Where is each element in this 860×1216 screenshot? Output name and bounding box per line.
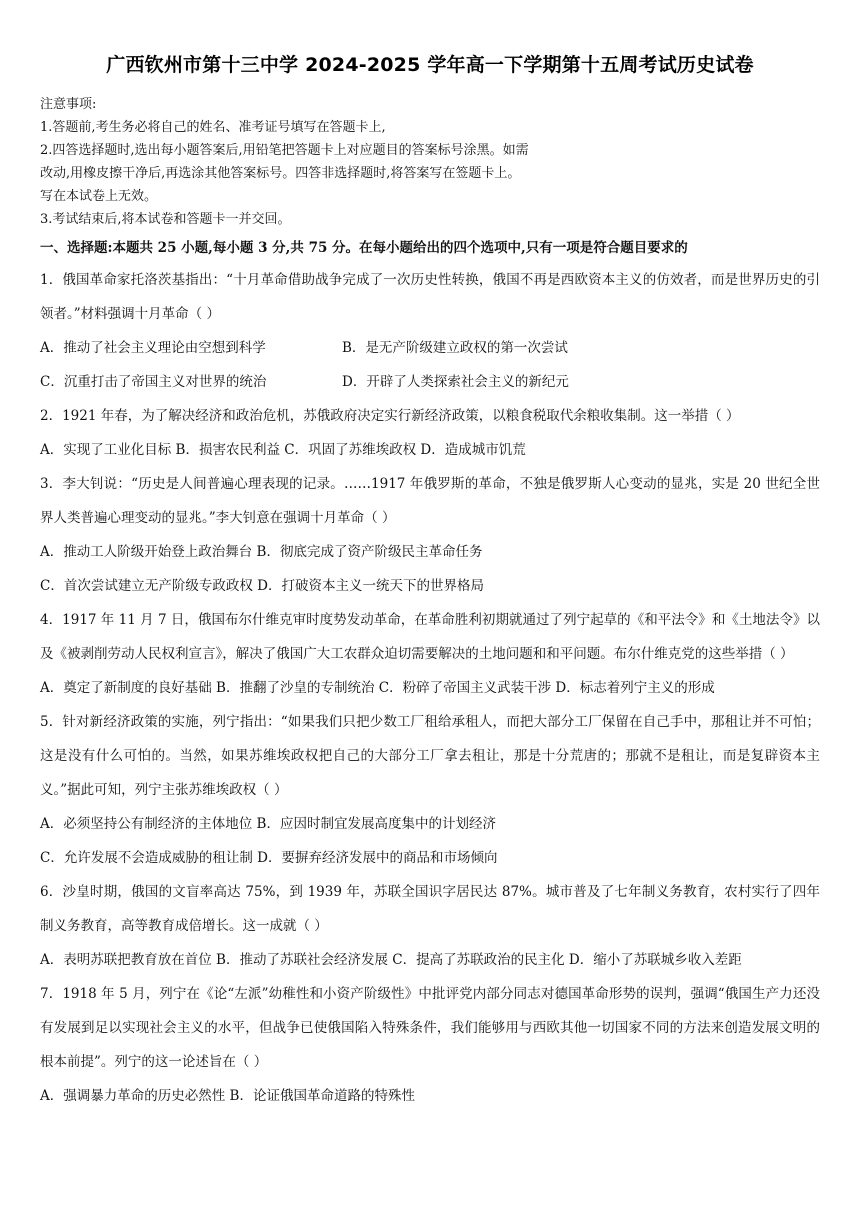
option-line: C．允许发展不会造成威胁的租让制 D．要摒弃经济发展中的商品和市场倾向 — [40, 850, 498, 866]
notice-line: 1.答题前,考生务必将自己的姓名、准考证号填写在答题卡上, — [40, 120, 386, 135]
option-line: A．表明苏联把教育放在首位 B．推动了苏联社会经济发展 C．提高了苏联政治的民主化 D．缩小了苏联城乡收入差距 — [40, 952, 742, 968]
option-line: A．推动工人阶级开始登上政治舞台 B．彻底完成了资产阶级民主革命任务 — [40, 544, 483, 560]
option-d: D．开辟了人类探索社会主义的新纪元 — [342, 374, 569, 390]
option-line: A．强调暴力革命的历史必然性 B．论证俄国革命道路的特殊性 — [40, 1088, 415, 1104]
notice-line: 2.四答选择题时,选出每小题答案后,用铅笔把答题卡上对应题目的答案标号涂黑。如需 — [40, 143, 529, 158]
notice-block — [40, 93, 820, 231]
question-stem: 6．沙皇时期，俄国的文盲率高达 75%，到 1939 年，苏联全国识字居民达 87%。城市普及了七年制义务教育，农村实行了四年制义务教育，高等教育成倍增长。这一成就（ ） — [40, 884, 820, 934]
question-7 — [40, 977, 820, 1113]
notice-line: 3.考试结束后,将本试卷和答题卡一并交回。 — [40, 212, 291, 227]
question-5 — [40, 705, 820, 875]
option-line: A．必须坚持公有制经济的主体地位 B．应因时制宜发展高度集中的计划经济 — [40, 816, 496, 832]
question-stem: 7．1918 年 5 月，列宁在《论“左派”幼稚性和小资产阶级性》中批评党内部分同志对德国革命形势的误判，强调“俄国生产力还没有发展到足以实现社会主义的水平，但战争已使俄国陷入特殊条件，我们能够用与西欧其他一切国家不同的方法来创造发展文明的根本前提”。列宁的这一论述旨在（ ） — [40, 986, 820, 1070]
exam-title: 广西钦州市第十三中学 2024-2025 学年高一下学期第十五周考试历史试卷 — [106, 54, 754, 76]
question-2 — [40, 399, 820, 467]
option-b: B．是无产阶级建立政权的第一次尝试 — [342, 340, 568, 356]
question-stem: 3．李大钊说：“历史是人间普遍心理表现的记录。……1917 年俄罗斯的革命，不独是俄罗斯人心变动的显兆，实是 20 世纪全世界人类普遍心理变动的显兆。”李大钊意在强调十月革命（ ） — [40, 476, 820, 526]
question-4 — [40, 603, 820, 705]
question-6 — [40, 875, 820, 977]
section-heading: 一、选择题:本题共 25 小题,每小题 3 分,共 75 分。在每小题给出的四个选项中,只有一项是符合题目要求的 — [40, 240, 688, 256]
notice-line: 写在本试卷上无效。 — [40, 189, 158, 204]
question-stem: 5．针对新经济政策的实施，列宁指出：“如果我们只把少数工厂租给承租人，而把大部分工厂保留在自己手中，那租让并不可怕；这是没有什么可怕的。当然，如果苏维埃政权把自己的大部分工厂拿去租让，那是十分荒唐的；那就不是租让，而是复辟资本主义。”据此可知，列宁主张苏维埃政权（ ） — [40, 714, 820, 798]
question-stem: 4．1917 年 11 月 7 日，俄国布尔什维克审时度势发动革命，在革命胜利初期就通过了列宁起草的《和平法令》和《土地法令》以及《被剥削劳动人民权利宣言》，解决了俄国广大工农群众迫切需要解决的土地问题和和平问题。布尔什维克党的这些举措（ ） — [40, 612, 820, 662]
question-stem: 1．俄国革命家托洛茨基指出：“十月革命借助战争完成了一次历史性转换，俄国不再是西欧资本主义的仿效者，而是世界历史的引领者。”材料强调十月革命（ ） — [40, 272, 820, 322]
option-c: C．沉重打击了帝国主义对世界的统治 — [40, 374, 267, 390]
option-row — [40, 331, 820, 365]
question-1 — [40, 263, 820, 399]
question-stem: 2．1921 年春，为了解决经济和政治危机，苏俄政府决定实行新经济政策，以粮食税取代余粮收集制。这一举措（ ） — [40, 408, 740, 424]
option-line: A．实现了工业化目标 B．损害农民利益 C．巩固了苏维埃政权 D．造成城市饥荒 — [40, 442, 526, 458]
notice-line: 改动,用橡皮擦干净后,再选涂其他答案标号。四答非选择题时,将答案写在签题卡上。 — [40, 166, 521, 181]
option-a: A．推动了社会主义理论由空想到科学 — [40, 340, 266, 356]
question-3 — [40, 467, 820, 603]
option-line: C．首次尝试建立无产阶级专政政权 D．打破资本主义一统天下的世界格局 — [40, 578, 484, 594]
option-row — [40, 365, 820, 399]
option-line: A．奠定了新制度的良好基础 B．推翻了沙皇的专制统治 C．粉碎了帝国主义武装干涉 D．标志着列宁主义的形成 — [40, 680, 715, 696]
notice-heading: 注意事项: — [40, 97, 97, 112]
